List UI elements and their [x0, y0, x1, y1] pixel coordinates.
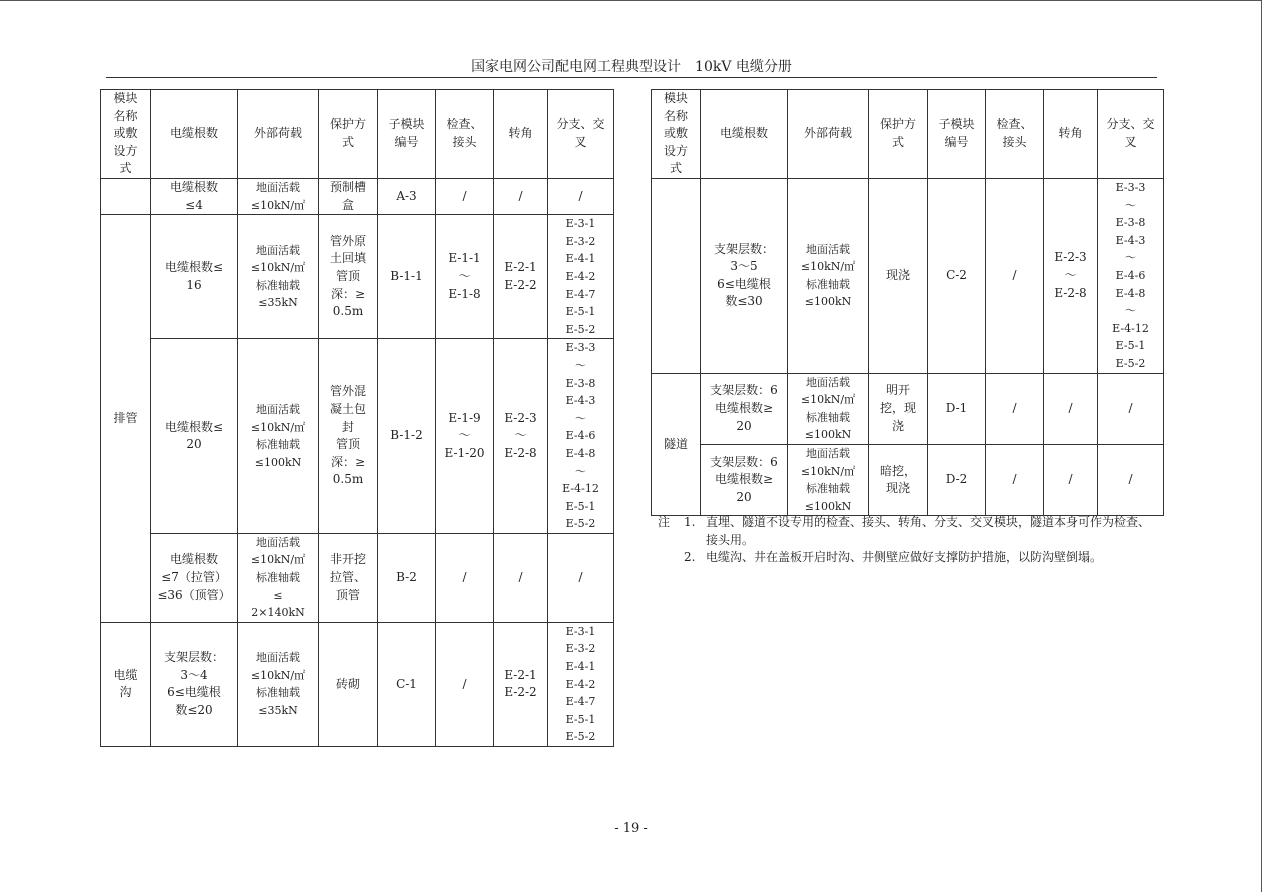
cell-turn: E-2-3 ～ E-2-8: [1044, 179, 1098, 374]
cell-load: 地面活载 ≤10kN/㎡ 标准轴载 ≤100kN: [238, 339, 319, 534]
col-header-load: 外部荷载: [238, 90, 319, 179]
cell-check: /: [986, 444, 1044, 515]
table-row: [652, 373, 1164, 444]
note-number: 1.: [684, 515, 696, 529]
cell-protect: 砖砌: [319, 622, 378, 746]
cell-check: /: [986, 373, 1044, 444]
cell-count: 电缆根数 ≤7（拉管） ≤36（顶管）: [151, 533, 238, 622]
table-row: [101, 622, 614, 746]
note-number: 2.: [684, 550, 696, 564]
cell-load: 地面活载 ≤10kN/㎡ 标准轴载 ≤35kN: [238, 215, 319, 339]
table-row: [652, 444, 1164, 515]
cell-code: B-1-2: [378, 339, 436, 534]
note-text: 直埋、隧道不设专用的检查、接头、转角、分支、交叉模块，隧道本身可作为检查、接头用。: [706, 515, 1151, 547]
cell-branch: E-3-1 E-3-2 E-4-1 E-4-2 E-4-7 E-5-1 E-5-2: [548, 622, 614, 746]
cell-count: 电缆根数 ≤4: [151, 179, 238, 215]
cell-load: 地面活载 ≤10kN/㎡ 标准轴载 ≤ 2×140kN: [238, 533, 319, 622]
cell-protect: 现浇: [869, 179, 928, 374]
cell-count: 支架层数： 3～5 6≤电缆根 数≤30: [701, 179, 788, 374]
table-notes: [658, 514, 1158, 567]
cell-code: A-3: [378, 179, 436, 215]
table-header-row: [101, 90, 614, 179]
cell-branch: /: [1098, 373, 1164, 444]
cell-protect: 预制槽 盒: [319, 179, 378, 215]
col-header-count: 电缆根数: [151, 90, 238, 179]
cell-protect: 非开挖 拉管、 顶管: [319, 533, 378, 622]
cell-count: 电缆根数≤ 16: [151, 215, 238, 339]
cell-count: 支架层数：6 电缆根数≥ 20: [701, 444, 788, 515]
col-header-code: 子模块 编号: [378, 90, 436, 179]
col-header-turn: 转角: [1044, 90, 1098, 179]
col-header-mode: 模块 名称 或敷 设方 式: [652, 90, 701, 179]
cell-count: 支架层数：6 电缆根数≥ 20: [701, 373, 788, 444]
cell-turn: /: [1044, 373, 1098, 444]
cell-branch: /: [1098, 444, 1164, 515]
page-border-top: [0, 0, 1262, 1]
col-header-protect: 保护方 式: [869, 90, 928, 179]
cell-load: 地面活载 ≤10kN/㎡ 标准轴载 ≤100kN: [788, 444, 869, 515]
cell-code: B-2: [378, 533, 436, 622]
cell-load: 地面活载 ≤10kN/㎡: [238, 179, 319, 215]
cell-code: B-1-1: [378, 215, 436, 339]
table-row: [101, 179, 614, 215]
cell-check: /: [436, 533, 494, 622]
cell-check: /: [436, 622, 494, 746]
cell-mode-pipe: 排管: [101, 215, 151, 623]
table-header-row: [652, 90, 1164, 179]
cell-protect: 暗挖， 现浇: [869, 444, 928, 515]
page-number: - 19 -: [614, 821, 648, 836]
cell-mode-trench: 电缆 沟: [101, 622, 151, 746]
cell-count: 支架层数： 3～4 6≤电缆根 数≤20: [151, 622, 238, 746]
cell-mode: [101, 179, 151, 215]
col-header-load: 外部荷载: [788, 90, 869, 179]
table-row: [101, 215, 614, 339]
cell-branch: E-3-1 E-3-2 E-4-1 E-4-2 E-4-7 E-5-1 E-5-2: [548, 215, 614, 339]
col-header-mode: 模块 名称 或敷 设方 式: [101, 90, 151, 179]
cell-count: 电缆根数≤ 20: [151, 339, 238, 534]
cell-protect: 管外原 土回填 管顶 深：≥ 0.5m: [319, 215, 378, 339]
cell-branch: E-3-3 ～ E-3-8 E-4-3 ～ E-4-6 E-4-8 ～ E-4-12 E-5-1 E-5-2: [1098, 179, 1164, 374]
col-header-protect: 保护方 式: [319, 90, 378, 179]
col-header-count: 电缆根数: [701, 90, 788, 179]
page-header: 国家电网公司配电网工程典型设计 10kV 电缆分册: [471, 59, 792, 75]
col-header-check: 检查、 接头: [436, 90, 494, 179]
note-label: 注: [658, 515, 671, 529]
col-header-code: 子模块 编号: [928, 90, 986, 179]
cell-code: C-2: [928, 179, 986, 374]
cell-turn: /: [494, 179, 548, 215]
cell-branch: /: [548, 179, 614, 215]
cell-branch: E-3-3 ～ E-3-8 E-4-3 ～ E-4-6 E-4-8 ～ E-4-12 E-5-1 E-5-2: [548, 339, 614, 534]
right-module-table: [651, 89, 1164, 516]
cell-turn: /: [1044, 444, 1098, 515]
header-rule: [106, 77, 1157, 78]
cell-load: 地面活载 ≤10kN/㎡ 标准轴载 ≤100kN: [788, 373, 869, 444]
cell-protect: 明开 挖，现 浇: [869, 373, 928, 444]
col-header-check: 检查、 接头: [986, 90, 1044, 179]
cell-check: /: [986, 179, 1044, 374]
cell-mode-tunnel: 隧道: [652, 373, 701, 516]
table-row: [101, 339, 614, 534]
table-row: [652, 179, 1164, 374]
cell-check: /: [436, 179, 494, 215]
cell-turn: E-2-1 E-2-2: [494, 622, 548, 746]
cell-code: D-2: [928, 444, 986, 515]
cell-branch: /: [548, 533, 614, 622]
col-header-branch: 分支、交 叉: [1098, 90, 1164, 179]
cell-protect: 管外混 凝土包 封 管顶 深：≥ 0.5m: [319, 339, 378, 534]
note-text: 电缆沟、井在盖板开启时沟、井侧壁应做好支撑防护措施，以防沟壁倒塌。: [706, 550, 1103, 564]
cell-code: D-1: [928, 373, 986, 444]
table-row: [101, 533, 614, 622]
cell-turn: /: [494, 533, 548, 622]
cell-load: 地面活载 ≤10kN/㎡ 标准轴载 ≤100kN: [788, 179, 869, 374]
cell-check: E-1-9 ～ E-1-20: [436, 339, 494, 534]
cell-mode: [652, 179, 701, 374]
note-item: [658, 549, 1158, 567]
note-item: [658, 514, 1158, 549]
col-header-branch: 分支、交 叉: [548, 90, 614, 179]
col-header-turn: 转角: [494, 90, 548, 179]
left-module-table: [100, 89, 614, 747]
cell-check: E-1-1 ～ E-1-8: [436, 215, 494, 339]
cell-turn: E-2-1 E-2-2: [494, 215, 548, 339]
cell-turn: E-2-3 ～ E-2-8: [494, 339, 548, 534]
cell-load: 地面活载 ≤10kN/㎡ 标准轴载 ≤35kN: [238, 622, 319, 746]
cell-code: C-1: [378, 622, 436, 746]
